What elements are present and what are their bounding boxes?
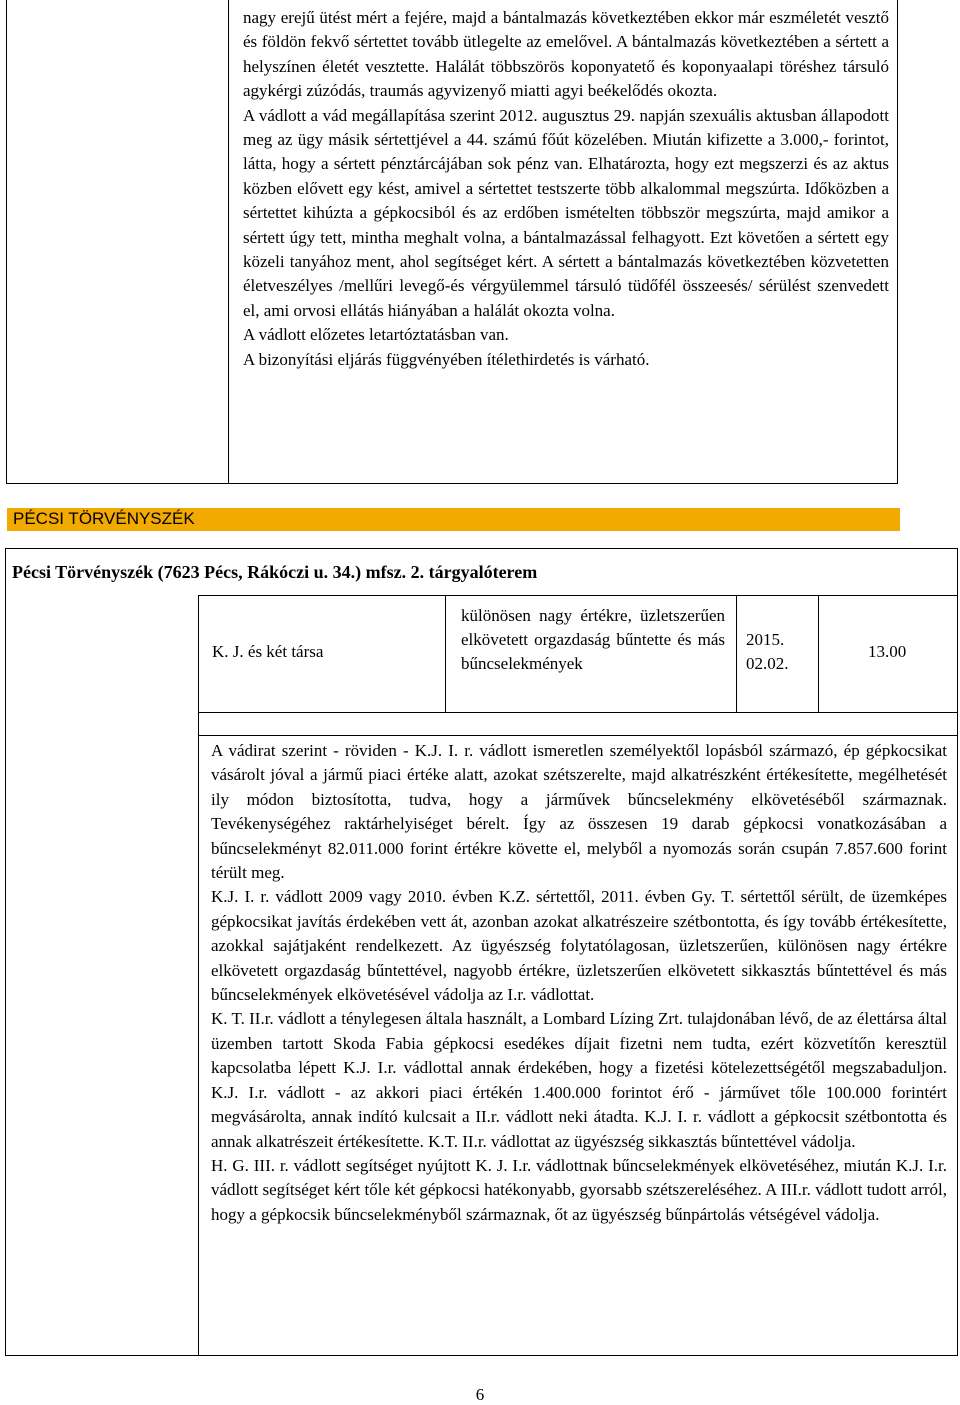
top-case-text (243, 6, 889, 372)
case-paragraph: K. T. II.r. vádlott a ténylegesen általa használt, a Lombard Lízing Zrt. tulajdonában lévő, de az élettársa által üzemben tartott Skoda Fabia gépkocsi esedékes díjait fizetni nem tudta, ezért közvetítőn keresztül kapcsolatba lépett K.J. I.r. vádlottal annak érdekében, hogy a fizetési kötelezettségétől megszabaduljon. K.J. I.r. vádlott - az akkori piaci értékén 1.400.000 forintot érő - járművet tőle 100.000 forintért megvásárolta, annak indító kulcsait a II.r. vádlott neki átadta. K.J. I. r. vádlott a gépkocsit szétbontotta és annak alkatrészeit értékesítette. K.T. II.r. vádlottat az ügyészség sikkasztás bűntettével vádolja. (211, 1009, 947, 1151)
top-paragraph: A vádlott előzetes letartóztatásban van. (243, 325, 509, 345)
venue-title: Pécsi Törvényszék (7623 Pécs, Rákóczi u. 34.) mfsz. 2. tárgyalóterem (12, 562, 538, 582)
hearing-time: 13.00 (868, 642, 907, 661)
top-paragraph: A bizonyítási eljárás függvényében ítélethirdetés is várható. (243, 349, 650, 369)
defendant-name: K. J. és két társa (212, 642, 324, 661)
case-paragraph: H. G. III. r. vádlott segítséget nyújtott K. J. I.r. vádlottnak bűncselekmények elkövetéséhez, miután K.J. I.r. vádlott segítséget kért tőle két gépkocsi hatékonyabb, gyorsabb szétszereléséhez. A III.r. vádlott tudott arról, hogy a gépkocsik bűncselekményből származnak, őt az ügyészség bűnpártolás vétségével vádolja. (211, 1155, 947, 1224)
charge-description: különösen nagy értékre, üzletszerűen elkövetett orgazdaság bűntette és más bűncselekmények (461, 606, 725, 673)
column-divider (818, 595, 819, 713)
court-name: PÉCSI TÖRVÉNYSZÉK (13, 509, 195, 528)
column-divider (445, 595, 446, 713)
top-left-cell (6, 0, 229, 484)
case-paragraph: A vádirat szerint - röviden - K.J. I. r. vádlott ismeretlen személyektől lopásból származó, ép gépkocsikat vásárolt jóval a jármű piaci értéke alatt, azokat szétszerelte, majd alkatrészként értékesítette, megélhetését ily módon biztosította, tudva, hogy a járművek bűncselekmény elkövetéséből származnak. Tevékenységéhez raktárhelyiséget bérelt. Így az összesen 19 darab gépkocsi vonatkozásában a bűncselekményt 82.011.000 forint értékre követte el, melyből a nyomozás során csupán 7.857.600 forint térült meg. (211, 741, 947, 883)
court-header-bar (7, 508, 900, 531)
case-spacer-row (198, 712, 958, 736)
top-paragraph: nagy erejű ütést mért a fejére, majd a bántalmazás következtében ekkor már eszméletét vesztő és földön fekvő sértettet tovább ütlegelte az emelővel. A bántalmazás következtében a sértett a helyszínen életét vesztette. Halálát többszörös koponyatető és koponyaalapi töréshez társuló agykérgi zúzódás, traumás agyvizenyő miatti agyi beékelődés okozta. (243, 8, 889, 101)
case-paragraph: K.J. I. r. vádlott 2009 vagy 2010. évben K.Z. sértettől, 2011. évben Gy. T. sértettől sérült, de üzemképes gépkocsikat javítás érdekében vett át, azonban azokat alkatrészeire szétbontotta, és így tovább értékesítette, azokkal sajátjaként rendelkezett. Az ügyészség folytatólagosan, üzletszerűen, különösen nagy értékre elkövetett orgazdaság bűntettével, nagyobb értékre, üzletszerűen elkövetett sikkasztás bűntettével és más bűncselekmények elkövetésével vádolja az I.r. vádlottat. (211, 887, 947, 1005)
top-case-text-cell (228, 0, 898, 484)
page-number: 6 (475, 1385, 485, 1404)
case-description-text (211, 739, 947, 1227)
column-divider (736, 595, 737, 713)
hearing-date: 2015. 02.02. (746, 630, 789, 673)
top-paragraph: A vádlott a vád megállapítása szerint 2012. augusztus 29. napján szexuális aktusban állapodott meg az ügy másik sértettjével a 44. számú főút közelében. Miután kifizette a 3.000,- forintot, látta, hogy a sértett pénztárcájában sok pénz van. Elhatározta, hogy ezt megszerzi és az aktus közben elővett egy kést, amivel a sértettet testszerte több alkalommal megszúrta. Időközben a sértettet kihúzta a gépkocsiból és az erdőben ismételten többször megszúrta, majd amikor a sértett úgy tett, mintha meghalt volna, a bántalmazással felhagyott. Ezt követően a sértett egy közeli tanyához ment, ahol segítséget kért. A sértett a bántalmazás következtében közvetetten életveszélyes /mellűri levegő-és vérgyülemmel társuló tüdőfél összeesés/ sérülést szenvedett el, ami orvosi ellátás hiányában a halálát okozta volna. (243, 105, 889, 320)
